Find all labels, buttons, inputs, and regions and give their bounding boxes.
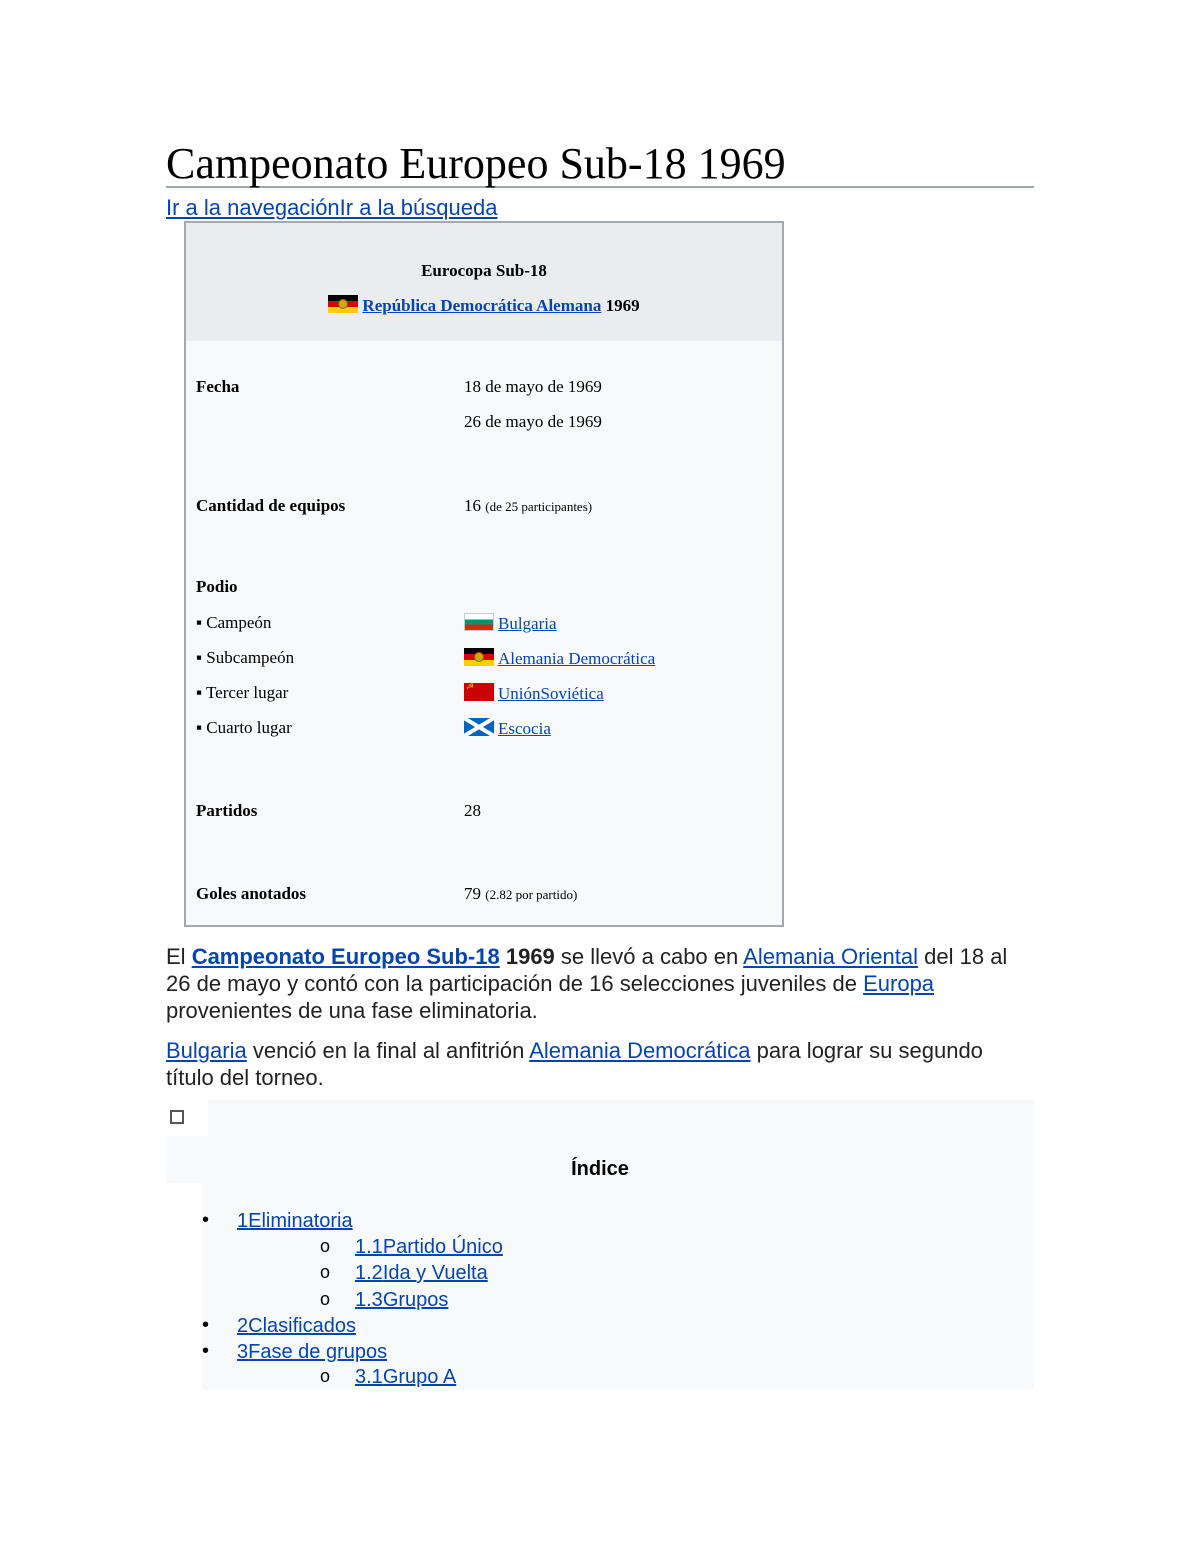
toc-margin xyxy=(166,1183,202,1390)
intro-paragraph xyxy=(166,943,1036,1024)
podio-team-2 xyxy=(464,648,655,669)
text-segment: para lograr su segundo título del torneo. xyxy=(166,1038,983,1090)
fecha-label: Fecha xyxy=(196,377,240,396)
podio-place-1: ▪ Campeón xyxy=(196,613,272,632)
text-segment-bold: 1969 xyxy=(499,944,555,969)
union-sovietica-link[interactable]: UniónSoviética xyxy=(498,684,604,703)
goles-count: 79 xyxy=(464,884,481,903)
toc-sub-bullet: o xyxy=(320,1262,331,1282)
text-segment: se llevó a cabo en xyxy=(554,944,744,969)
escocia-link[interactable]: Escocia xyxy=(498,719,551,738)
toc-sub-bullet: o xyxy=(320,1236,331,1256)
toc-bullet: • xyxy=(202,1209,210,1231)
goles-label: Goles anotados xyxy=(196,884,307,903)
toc-num: 1.3 xyxy=(355,1289,383,1311)
goles-note: (2.82 por partido) xyxy=(485,887,578,902)
toc-item-1-3[interactable] xyxy=(355,1289,448,1312)
infobox-host xyxy=(186,295,782,316)
equipos-label: Cantidad de equipos xyxy=(196,496,346,515)
toc-title: Índice xyxy=(571,1158,629,1180)
text-segment: del 18 al 26 de mayo y contó con la participación de 16 selecciones juveniles de xyxy=(166,944,1008,996)
toc-item-2[interactable] xyxy=(237,1315,356,1338)
toc-label: Ida y Vuelta xyxy=(382,1262,488,1284)
result-paragraph xyxy=(166,1037,1036,1091)
bulgaria-link[interactable]: Bulgaria xyxy=(498,614,557,633)
toc-sub-bullet: o xyxy=(320,1289,331,1309)
toc-num: 1 xyxy=(237,1210,249,1232)
alemania-oriental-link[interactable]: Alemania Oriental xyxy=(743,944,919,969)
toc-label: Fase de grupos xyxy=(248,1341,388,1363)
toc-num: 3.1 xyxy=(355,1366,383,1388)
infobox-heading: Eurocopa Sub-18 xyxy=(421,261,547,280)
partidos-value: 28 xyxy=(464,801,481,820)
podio-team-1 xyxy=(464,613,557,634)
jump-links xyxy=(166,195,497,221)
toc-sub-bullet: o xyxy=(320,1366,331,1386)
text-segment: El xyxy=(166,944,192,969)
toc-num: 3 xyxy=(237,1341,249,1363)
alemania-democratica-link[interactable]: Alemania Democrática xyxy=(498,649,656,668)
podio-label: Podio xyxy=(196,577,238,596)
infobox xyxy=(184,221,784,927)
toc-item-1-1[interactable] xyxy=(355,1236,503,1259)
toc-num: 1.2 xyxy=(355,1262,383,1284)
goles-value xyxy=(464,884,577,904)
europa-link[interactable]: Europa xyxy=(863,971,935,996)
toc-label: Grupo A xyxy=(382,1366,457,1388)
podio-team-4 xyxy=(464,718,551,739)
jump-to-search-link[interactable]: Ir a la búsqueda xyxy=(339,195,498,220)
toc-label: Eliminatoria xyxy=(248,1210,353,1232)
podio-place-4: ▪ Cuarto lugar xyxy=(196,718,292,737)
toc-item-1-2[interactable] xyxy=(355,1262,488,1285)
equipos-count: 16 xyxy=(464,496,481,515)
equipos-note: (de 25 participantes) xyxy=(485,499,593,514)
toc-item-3[interactable] xyxy=(237,1341,387,1364)
podio-place-3: ▪ Tercer lugar xyxy=(196,683,289,702)
toc-item-1[interactable] xyxy=(237,1210,353,1233)
fecha-end: 26 de mayo de 1969 xyxy=(464,412,602,431)
east-germany-flag-icon xyxy=(328,295,358,313)
campeonato-link[interactable]: Campeonato Europeo Sub-18 xyxy=(191,944,500,969)
page-title: Campeonato Europeo Sub-18 1969 xyxy=(166,138,1034,188)
bulgaria-text-link[interactable]: Bulgaria xyxy=(166,1038,247,1063)
podio-team-3 xyxy=(464,683,604,704)
east-germany-flag-icon xyxy=(464,648,494,666)
toc-num: 1.1 xyxy=(355,1236,383,1258)
toc-label: Grupos xyxy=(382,1289,449,1311)
toc-label: Clasificados xyxy=(248,1315,356,1337)
fecha-start: 18 de mayo de 1969 xyxy=(464,377,602,396)
text-segment: venció en la final al anfitrión xyxy=(246,1038,530,1063)
soviet-union-flag-icon xyxy=(464,683,494,701)
infobox-header xyxy=(186,223,782,341)
equipos-value xyxy=(464,496,592,516)
scotland-flag-icon xyxy=(464,718,494,736)
toc-num: 2 xyxy=(237,1315,249,1337)
partidos-label: Partidos xyxy=(196,801,258,820)
jump-to-navigation-link[interactable]: Ir a la navegación xyxy=(166,195,340,220)
toc-item-3-1[interactable] xyxy=(355,1366,456,1389)
toc-bullet: • xyxy=(202,1340,210,1362)
host-country-link[interactable]: República Democrática Alemana xyxy=(362,296,602,315)
toc-label: Partido Único xyxy=(382,1236,503,1258)
podio-place-2: ▪ Subcampeón xyxy=(196,648,295,667)
alemania-democratica-text-link[interactable]: Alemania Democrática xyxy=(529,1038,751,1063)
text-segment: provenientes de una fase eliminatoria. xyxy=(166,998,538,1023)
toc-toggle-checkbox[interactable] xyxy=(170,1110,184,1124)
host-year: 1969 xyxy=(605,296,640,315)
table-of-contents xyxy=(166,1100,1034,1390)
bulgaria-flag-icon xyxy=(464,613,494,631)
toc-bullet: • xyxy=(202,1314,210,1336)
